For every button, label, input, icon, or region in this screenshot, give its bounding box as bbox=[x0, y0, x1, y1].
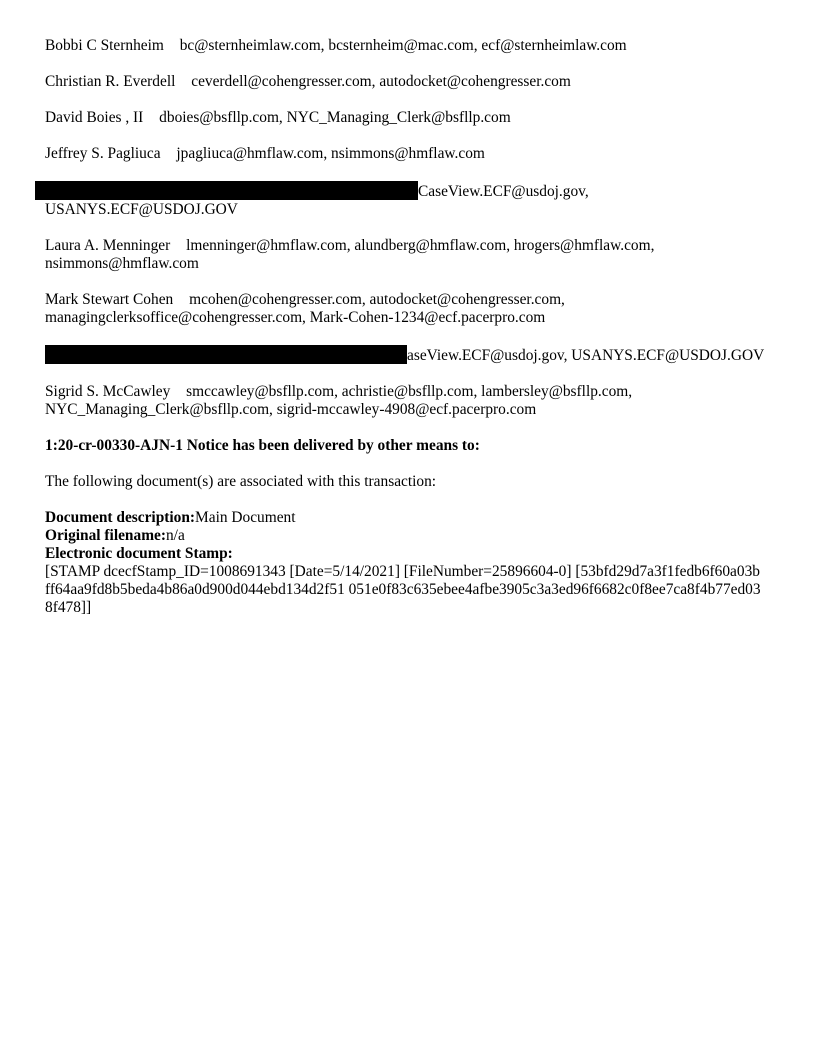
redaction-bar bbox=[35, 181, 418, 200]
recipient-emails: lmenninger@hmflaw.com, alundberg@hmflaw.com, hrogers@hmflaw.com, nsimmons@hmflaw.com bbox=[45, 237, 655, 272]
associated-documents-text: The following document(s) are associated with this transaction: bbox=[45, 473, 437, 490]
recipient-emails: dboies@bsfllp.com, NYC_Managing_Clerk@bsfllp.com bbox=[159, 109, 511, 126]
recipient-name: Laura A. Menninger bbox=[45, 237, 171, 254]
recipient-name: Mark Stewart Cohen bbox=[45, 291, 174, 308]
recipient-emails: smccawley@bsfllp.com, achristie@bsfllp.com, lambersley@bsfllp.com, NYC_Managing_Clerk@bsfllp.com, sigrid-mccawley-4908@ecf.pacerpro.com bbox=[45, 383, 633, 418]
recipient-entry-redacted bbox=[45, 345, 765, 365]
original-filename bbox=[45, 527, 765, 545]
document-stamp-value: [STAMP dcecfStamp_ID=1008691343 [Date=5/14/2021] [FileNumber=25896604-0] [53bfd29d7a3f1fedb6f60a03bff64aa9fd8b5beda4b86a0d900d044ebd134d2f51 051e0f83c635ebee4afbe3905c3a3ed96f6682c0f8ee7ca8f4b77ed038f478]] bbox=[45, 563, 761, 616]
recipient-name: Christian R. Everdell bbox=[45, 73, 176, 90]
redaction-bar bbox=[45, 345, 407, 364]
document-description-value: Main Document bbox=[195, 509, 296, 526]
recipient-emails: bc@sternheimlaw.com, bcsternheim@mac.com, ecf@sternheimlaw.com bbox=[179, 37, 627, 54]
recipient-emails: jpagliuca@hmflaw.com, nsimmons@hmflaw.com bbox=[176, 145, 485, 162]
recipient-name: Sigrid S. McCawley bbox=[45, 383, 171, 400]
recipient-entry bbox=[45, 37, 765, 55]
recipient-entry bbox=[45, 73, 765, 91]
notice-heading: 1:20-cr-00330-AJN-1 Notice has been delivered by other means to: bbox=[45, 437, 480, 454]
document-stamp-label: Electronic document Stamp: bbox=[45, 545, 233, 562]
recipient-entry bbox=[45, 291, 765, 327]
recipient-emails: CaseView.ECF@usdoj.gov, USANYS.ECF@USDOJ.GOV bbox=[45, 183, 589, 218]
recipient-entry bbox=[45, 109, 765, 127]
recipient-emails: mcohen@cohengresser.com, autodocket@cohengresser.com, managingclerksoffice@cohengresser.com, Mark-Cohen-1234@ecf.pacerpro.com bbox=[45, 291, 565, 326]
document-description-label: Document description: bbox=[45, 509, 196, 526]
recipient-entry bbox=[45, 237, 765, 273]
recipient-entry-redacted bbox=[45, 181, 765, 219]
document-description bbox=[45, 509, 765, 527]
original-filename-value: n/a bbox=[165, 527, 185, 544]
recipient-name: Jeffrey S. Pagliuca bbox=[45, 145, 161, 162]
recipient-name: Bobbi C Sternheim bbox=[45, 37, 164, 54]
recipient-name: David Boies , II bbox=[45, 109, 144, 126]
recipient-emails: ceverdell@cohengresser.com, autodocket@cohengresser.com bbox=[191, 73, 571, 90]
document-page bbox=[45, 37, 765, 617]
recipient-emails: aseView.ECF@usdoj.gov, USANYS.ECF@USDOJ.GOV bbox=[407, 347, 765, 364]
recipient-entry bbox=[45, 383, 765, 419]
original-filename-label: Original filename: bbox=[45, 527, 166, 544]
recipient-entry bbox=[45, 145, 765, 163]
